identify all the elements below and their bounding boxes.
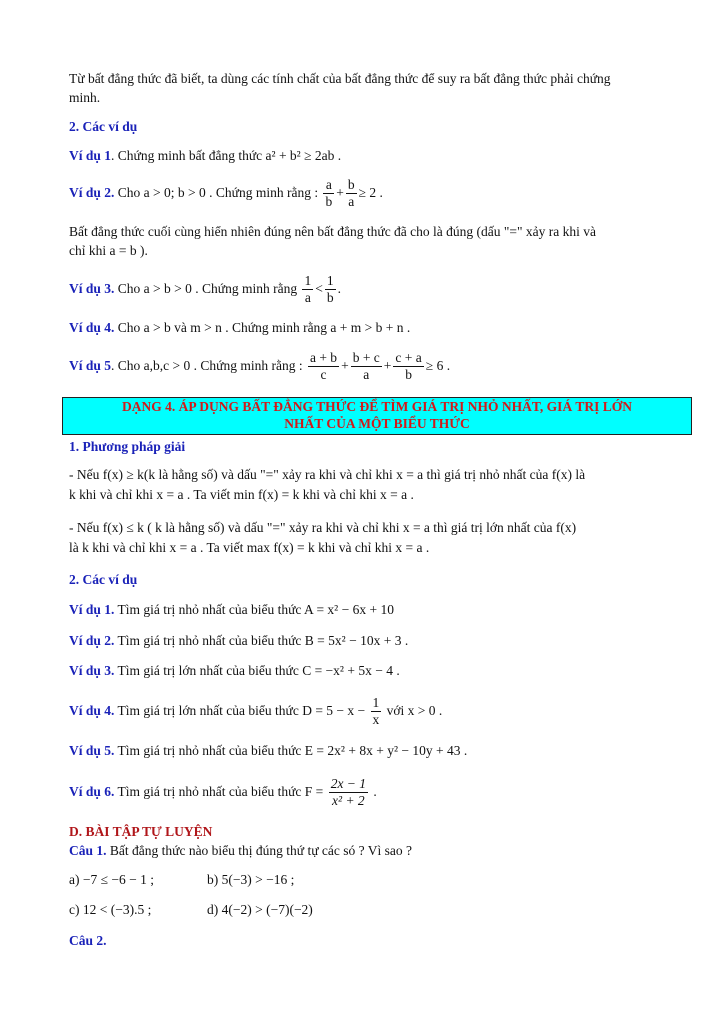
option-a: a) −7 ≤ −6 − 1 ; <box>69 872 154 887</box>
example-b5 <box>69 742 467 760</box>
question-1 <box>69 842 412 860</box>
example-text: Cho a > b > 0 . Chứng minh rằng <box>114 281 301 296</box>
fraction-denominator: a <box>304 290 311 306</box>
question-2-label: Câu 2. <box>69 933 107 948</box>
example-text: . Chứng minh bất đẳng thức <box>111 148 266 163</box>
example-b6 <box>69 775 377 809</box>
example-tail: ≥ 2 . <box>358 185 383 200</box>
fraction <box>393 350 423 383</box>
example-text: Tìm giá trị lớn nhất của biểu thức D = 5 − x − <box>114 703 369 718</box>
example-label: Ví dụ 6. <box>69 784 115 799</box>
example-text: Tìm giá trị lớn nhất của biểu thức C = −x² + 5x − 4 . <box>114 663 400 678</box>
fraction <box>346 177 357 210</box>
section-heading-examples-1: 2. Các ví dụ <box>69 119 138 134</box>
example-label: Ví dụ 5 <box>69 358 112 373</box>
example-end: . <box>334 148 342 163</box>
fraction-numerator: 1 <box>372 695 380 711</box>
dang4-title-line-1: DẠNG 4. ÁP DỤNG BẤT ĐẲNG THỨC ĐỂ TÌM GIÁ TRỊ NHỎ NHẤT, GIÁ TRỊ LỚN <box>122 399 632 414</box>
example-math: a > 0; b > 0 <box>143 185 206 200</box>
option-d: d) 4(−2) > (−7)(−2) <box>207 902 313 917</box>
example-2 <box>69 176 383 210</box>
fraction-denominator: b <box>326 290 334 306</box>
option-c: c) 12 < (−3).5 ; <box>69 902 152 917</box>
fraction-numerator: c + a <box>395 350 422 366</box>
example-label: Ví dụ 1. <box>69 602 115 617</box>
fraction <box>302 273 313 306</box>
fraction-denominator: b <box>405 367 412 383</box>
example-label: Ví dụ 4. <box>69 703 115 718</box>
example-1 <box>69 147 341 165</box>
example-tail: ≥ 6 . <box>425 358 451 373</box>
option-b: b) 5(−3) > −16 ; <box>207 872 295 887</box>
question-text: Bất đẳng thức nào biểu thị đúng thứ tự các só ? Vì sao ? <box>106 843 413 858</box>
note-line-2: chỉ khi a = b ). <box>69 243 148 258</box>
fraction <box>351 350 382 383</box>
example-text: Tìm giá trị nhỏ nhất của biểu thức F = <box>114 784 327 799</box>
less-than-sign: < <box>315 281 323 296</box>
intro-line-1: Từ bất đẳng thức đã biết, ta dùng các tính chất của bất đẳng thức để suy ra bất đẳng thức phải chứng <box>69 71 611 86</box>
fraction-denominator: x² + 2 <box>332 793 365 809</box>
example-tail: với x > 0 . <box>383 703 443 718</box>
example-b2 <box>69 632 408 650</box>
example-text: Tìm giá trị nhỏ nhất của biểu thức B = 5x² − 10x + 3 . <box>114 633 409 648</box>
example-text: Cho <box>114 185 144 200</box>
example-text-2: . Chứng minh rằng : <box>205 185 322 200</box>
example-text: Tìm giá trị nhỏ nhất của biểu thức A = x² − 6x + 10 <box>114 602 394 617</box>
example-3 <box>69 272 341 306</box>
example-label: Ví dụ 4. <box>69 320 115 335</box>
example-label: Ví dụ 3. <box>69 281 115 296</box>
example-label: Ví dụ 2. <box>69 185 115 200</box>
intro-line-2: minh. <box>69 90 101 105</box>
fraction-denominator: a <box>348 194 355 210</box>
fraction-numerator: 1 <box>304 273 312 289</box>
example-end: . <box>337 281 341 296</box>
method-p2-line-2: là k khi và chỉ khi x = a . Ta viết max f(x) = k khi và chỉ khi x = a . <box>69 540 430 555</box>
fraction-numerator: 2x − 1 <box>330 776 367 792</box>
fraction-numerator: b + c <box>352 350 380 366</box>
fraction <box>329 776 368 809</box>
example-b4 <box>69 694 442 728</box>
practice-heading: D. BÀI TẬP TỰ LUYỆN <box>69 824 213 839</box>
note-line-1: Bất đẳng thức cuối cùng hiển nhiên đúng nên bất đẳng thức đã cho là đúng (dấu "=" xảy ra khi và <box>69 224 597 239</box>
fraction-denominator: b <box>325 194 333 210</box>
example-text: Cho a > b và m > n . Chứng minh rằng a + m > b + n . <box>114 320 411 335</box>
example-label: Ví dụ 3. <box>69 663 115 678</box>
method-p1-line-2: k khi và chỉ khi x = a . Ta viết min f(x) = k khi và chỉ khi x = a . <box>69 487 414 502</box>
plus-sign: + <box>336 185 344 200</box>
fraction <box>371 695 382 728</box>
fraction-numerator: 1 <box>326 273 334 289</box>
example-tail: . <box>370 784 377 799</box>
dang4-title-line-2: NHẤT CỦA MỘT BIỂU THỨC <box>284 416 470 431</box>
fraction-denominator: x <box>372 712 380 728</box>
example-text: . Cho a,b,c > 0 . Chứng minh rằng : <box>111 358 306 373</box>
example-4 <box>69 319 410 337</box>
fraction <box>325 273 336 306</box>
method-heading: 1. Phương pháp giải <box>69 439 186 454</box>
method-p2-line-1: - Nếu f(x) ≤ k ( k là hằng số) và dấu "=" xảy ra khi và chỉ khi x = a thì giá trị lớn nhất của f(x) <box>69 520 577 535</box>
example-math: a² + b² ≥ 2ab <box>265 148 335 163</box>
fraction-denominator: c <box>320 367 327 383</box>
fraction <box>308 350 339 383</box>
example-label: Ví dụ 1 <box>69 148 112 163</box>
fraction-numerator: a + b <box>309 350 338 366</box>
dang4-title-box <box>62 397 692 435</box>
section-heading-examples-2: 2. Các ví dụ <box>69 572 138 587</box>
example-label: Ví dụ 2. <box>69 633 115 648</box>
example-label: Ví dụ 5. <box>69 743 115 758</box>
example-5: Ví dụ 5. Cho a,b,c > 0 . Chứng minh rằng : $\frac{a + b}{c}$ + $\frac{b + c}{a}$ + $\frac{c + a}{b}$ ≥ 6 . <box>69 350 451 383</box>
example-b1 <box>69 601 394 619</box>
example-text: Tìm giá trị nhỏ nhất của biểu thức E = 2x² + 8x + y² − 10y + 43 . <box>114 743 468 758</box>
fraction-numerator: b <box>347 177 355 193</box>
method-p1-line-1: - Nếu f(x) ≥ k(k là hằng số) và dấu "=" xảy ra khi và chỉ khi x = a thì giá trị nhỏ nhất của f(x) là <box>69 467 586 482</box>
fraction-numerator: a <box>323 177 334 194</box>
fraction <box>323 177 334 210</box>
fraction-denominator: a <box>363 367 370 383</box>
example-b3 <box>69 662 400 680</box>
question-label: Câu 1. <box>69 843 107 858</box>
